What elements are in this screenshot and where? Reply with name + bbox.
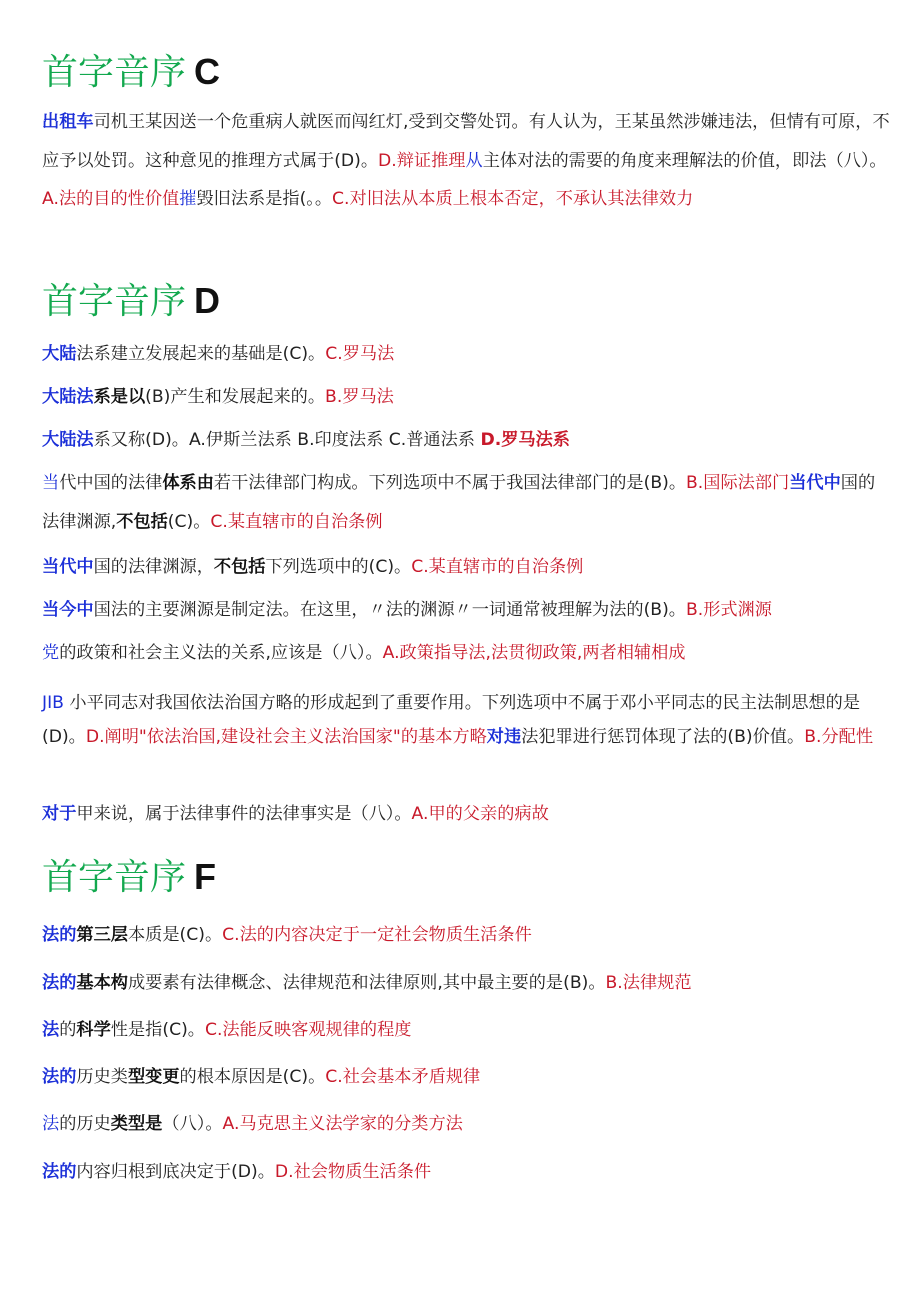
- entry: [42, 335, 892, 374]
- heading-letter: D: [194, 280, 221, 321]
- entry-text: 内容归根到底决定于(D)。: [76, 1162, 275, 1182]
- entry-text: 的历史: [59, 1114, 111, 1134]
- entry-text: 代中国的法律: [59, 473, 163, 493]
- entry-answer: C.罗马法: [325, 344, 395, 364]
- entry-text: 主体对法的需要的角度来理解法的价值，即法（八）。: [482, 150, 887, 171]
- entry-text: 司机王某因送一个危重病人就医而闯红灯,受到交警处罚。有人认为，王某虽然涉嫌违法，但情有可原，不应予以处罚。这种意见的推理方式属于(D)。: [42, 112, 890, 171]
- entry-answer: C.法能反映客观规律的程度: [204, 1020, 412, 1040]
- entry-keyword: 当代中: [789, 473, 841, 493]
- entry-answer: C.某直辖市的自治条例: [411, 557, 584, 577]
- entry-answer: A.马克思主义法学家的分类方法: [222, 1114, 463, 1134]
- entry-answer: C.社会基本矛盾规律: [325, 1067, 481, 1087]
- entry-bold-term: 体系由: [162, 473, 214, 493]
- entry-keyword: 法的: [42, 973, 77, 993]
- entry: [42, 964, 892, 1003]
- heading-letter: C: [194, 51, 221, 92]
- entry: [42, 1058, 892, 1097]
- entry-text: 国的法律渊源,: [42, 473, 876, 532]
- entry: [42, 421, 892, 460]
- entry-keyword: 摧: [179, 189, 197, 209]
- entry-answer: B.法律规范: [605, 973, 692, 993]
- entry: [42, 795, 892, 834]
- entry: [42, 1153, 892, 1192]
- entry-bold-term: 第三层: [76, 925, 128, 945]
- entry-text: (C)。: [167, 511, 211, 532]
- entry-keyword: 法的: [42, 1162, 77, 1182]
- entry-keyword: 大陆: [42, 344, 77, 364]
- section-heading-c: [42, 52, 220, 93]
- entry: [42, 591, 892, 630]
- entry-text: 法系建立发展起来的基础是(C)。: [76, 344, 326, 364]
- entry-bold-term: 不包括: [116, 511, 168, 532]
- entry-keyword: 党: [42, 643, 60, 663]
- entry: [42, 1105, 892, 1144]
- entry-answer: A.政策指导法,法贯彻政策,两者相辅相成: [382, 643, 686, 663]
- entry-answer: B.国际法部门: [686, 473, 790, 493]
- entry-answer: C.某直辖市的自治条例: [210, 511, 383, 532]
- entry-text: （八）。: [162, 1114, 223, 1134]
- entry: [42, 464, 892, 541]
- entry-answer: A.法的目的性价值: [42, 189, 180, 209]
- heading-letter: F: [194, 856, 217, 897]
- entry-keyword: JIB: [42, 693, 64, 713]
- heading-text: 首字音序: [42, 857, 187, 898]
- entry-answer: D.罗马法系: [480, 430, 570, 450]
- entry: [42, 548, 892, 587]
- entry-bold-term: 科学: [76, 1020, 111, 1040]
- entry-answer: B.分配性: [804, 727, 874, 747]
- entry-text: 国的法律渊源，: [93, 557, 214, 577]
- entry-answer: D.阐明"依法治国,建设社会主义法治国家"的基本方略: [85, 727, 487, 747]
- entry-keyword: 法的: [42, 925, 77, 945]
- entry-bold-term: 不包括: [213, 557, 266, 577]
- entry-keyword: 大陆法: [42, 387, 94, 407]
- section-heading-f: [42, 857, 216, 898]
- entry-keyword: 对违: [486, 727, 522, 747]
- entry: [42, 103, 892, 219]
- entry-text: 成要素有法律概念、法律规范和法律原则,其中最主要的是(B)。: [127, 973, 606, 993]
- entry-keyword: 法: [42, 1114, 60, 1134]
- entry: [42, 916, 892, 955]
- entry-keyword: 法的: [42, 1067, 77, 1087]
- entry-keyword: 对于: [42, 804, 77, 824]
- entry-text: 的根本原因是(C)。: [179, 1067, 326, 1087]
- entry-text: 历史类: [76, 1067, 128, 1087]
- heading-text: 首字音序: [42, 52, 187, 93]
- entry-bold-term: 基本构: [76, 973, 128, 993]
- entry-answer: D.社会物质生活条件: [274, 1162, 432, 1182]
- entry-answer: C.法的内容决定于一定社会物质生活条件: [222, 925, 532, 945]
- entry-bold-term: 类型是: [110, 1114, 163, 1134]
- entry: [42, 634, 892, 673]
- entry-answer: A.甲的父亲的病故: [411, 804, 549, 824]
- entry-keyword: 当: [42, 473, 60, 493]
- entry-text: 系又称(D)。A.伊斯兰法系 B.印度法系 C.普通法系: [93, 430, 481, 450]
- entry-text: 毁旧法系是指(。。: [196, 189, 333, 209]
- entry-answer: D.辩证推理: [378, 150, 466, 171]
- entry-answer: B.罗马法: [325, 387, 394, 407]
- entry-answer: C.对旧法从本质上根本否定，不承认其法律效力: [332, 189, 694, 209]
- entry-text: 的政策和社会主义法的关系,应该是（八）。: [59, 643, 383, 663]
- entry-text: 下列选项中的(C)。: [265, 557, 412, 577]
- entry-text: 的: [59, 1020, 77, 1040]
- section-heading-d: [42, 281, 220, 322]
- entry-bold-term: 型变更: [127, 1067, 180, 1087]
- entry-keyword: 法: [42, 1020, 60, 1040]
- entry-text: 甲来说，属于法律事件的法律事实是（八）。: [76, 804, 412, 824]
- entry-keyword: 大陆法: [42, 430, 94, 450]
- entry-keyword: 当代中: [42, 557, 94, 577]
- entry-text: 小平同志对我国依法治国方略的形成起到了重要作用。下列选项中不属于邓小平同志的民主法制思想的是(D)。: [42, 693, 861, 747]
- entry: [42, 686, 892, 754]
- entry-text: 本质是(C)。: [127, 925, 223, 945]
- entry-text: 国法的主要渊源是制定法。在这里，〃法的渊源〃一词通常被理解为法的(B)。: [93, 600, 686, 620]
- entry-bold-term: 系是以: [93, 387, 146, 407]
- entry-text: 性是指(C)。: [110, 1020, 205, 1040]
- entry-text: 法犯罪进行惩罚体现了法的(B)价值。: [521, 727, 805, 747]
- entry-text: (B)产生和发展起来的。: [145, 387, 326, 407]
- entry: [42, 378, 892, 417]
- entry-answer: B.形式渊源: [685, 600, 772, 620]
- entry-keyword: 从: [465, 150, 483, 171]
- entry-text: 若干法律部门构成。下列选项中不属于我国法律部门的是(B)。: [213, 473, 687, 493]
- entry-keyword: 当今中: [42, 600, 94, 620]
- entry: [42, 1011, 892, 1050]
- heading-text: 首字音序: [42, 281, 187, 322]
- entry-keyword: 出租车: [42, 112, 94, 132]
